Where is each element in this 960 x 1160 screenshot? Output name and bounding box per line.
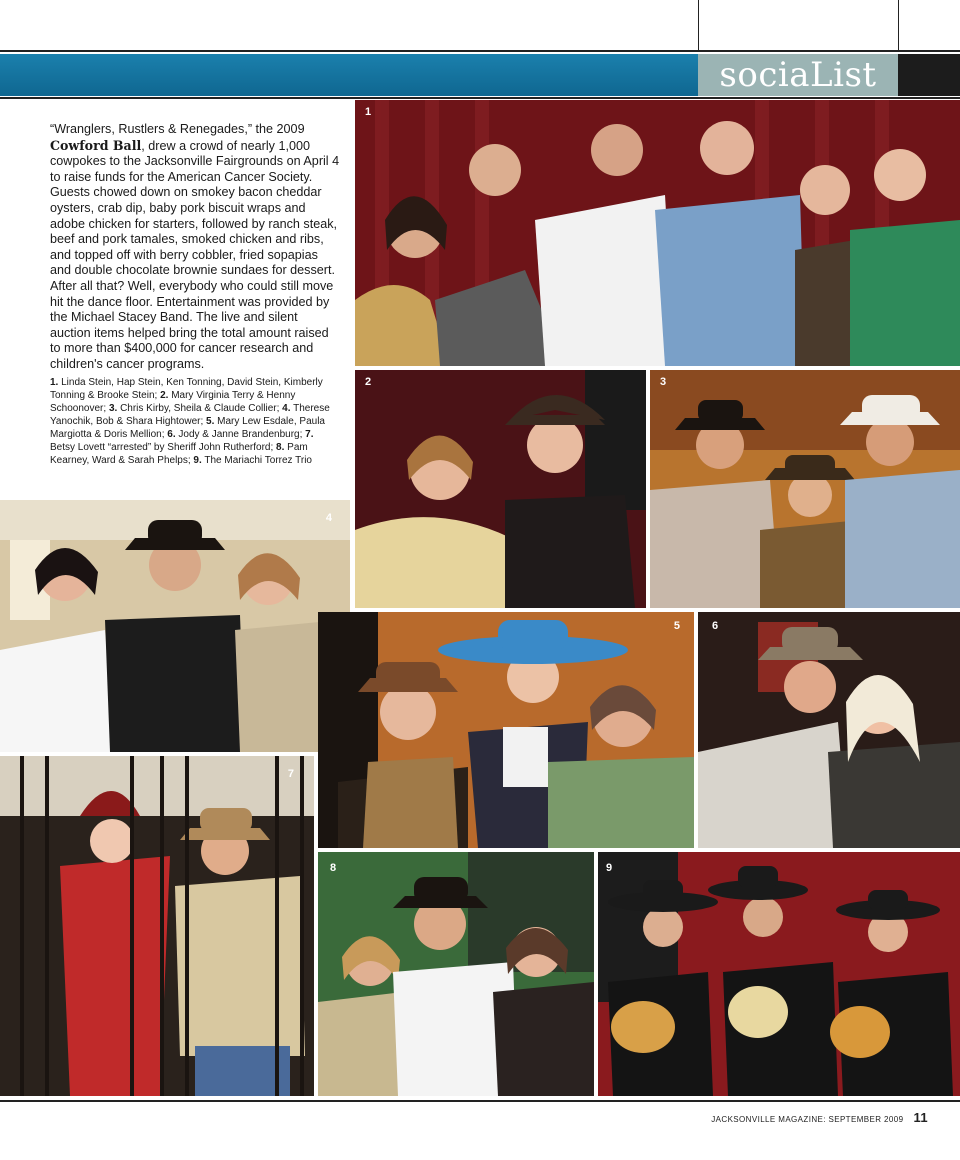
photo-5 [318, 612, 694, 848]
page-footer [711, 1110, 928, 1125]
photo-1 [355, 100, 960, 366]
section-title: sociaList [719, 55, 877, 95]
photo-number: 2 [365, 376, 372, 388]
event-name: Cowford Ball [50, 137, 142, 153]
footer-rule [0, 1100, 960, 1102]
photo-number: 7 [287, 768, 294, 780]
photo-number: 4 [325, 512, 332, 524]
photo-number: 3 [660, 376, 667, 388]
header-bottom-rule [0, 97, 960, 99]
section-dark-band [898, 54, 960, 96]
photo-3 [650, 370, 960, 608]
publication-name: JACKSONVILLE MAGAZINE: SEPTEMBER 2009 [711, 1115, 904, 1124]
photo-9 [598, 852, 960, 1096]
story-text: “Wranglers, Rustlers & Renegades,” the 2009 Cowford Ball, drew a crowd of nearly 1,000 cowpokes to the Jacksonville Fairgrounds on April 4 to raise funds for the American Cancer Society. Guests chowed down on smokey bacon cheddar oysters, crab dip, baby pork biscuit wraps and adobe chicken for starters, followed by ranch steak, beef and pork tamales, smoked chicken and ribs, and topped off with berry cobbler, fried sopapias and double chocolate brownie sundaes for dessert. After all that? Well, everybody who could still move hit the dance floor. Entertainment was provided by the Michael Stacey Band. The live and silent auction items helped bring the total amount raised to more than $400,000 for cancer research and children's cancer programs. [50, 122, 340, 371]
photo-2 [355, 370, 646, 608]
photo-number: 8 [330, 862, 337, 874]
page-number: 11 [913, 1110, 928, 1125]
photo-number: 9 [606, 862, 613, 874]
photo-4 [0, 500, 350, 752]
header-rule [0, 50, 960, 52]
header-divider [898, 0, 899, 50]
photo-8 [318, 852, 594, 1096]
photo-number: 5 [673, 620, 680, 632]
section-title-box [698, 54, 898, 96]
photo-number: 1 [365, 106, 372, 118]
header-divider [698, 0, 699, 50]
photo-number: 6 [712, 620, 719, 632]
photo-captions: 1. Linda Stein, Hap Stein, Ken Tonning, David Stein, Kimberly Tonning & Brooke Stein; 2. Mary Virginia Terry & Henny Schoonover; 3. Chris Kirby, Sheila & Claude Collier; 4. Therese Yanochik, Bob & Shara Hightower; 5. Mary Lew Esdale, Paula Margiotta & Doris Mellion; 6. Jody & Janne Brandenburg; 7. Betsy Lovett “arrested” by Sheriff John Rutherford; 8. Pam Kearney, Ward & Sarah Phelps; 9. The Mariachi Torrez Trio [50, 377, 330, 466]
section-color-band [0, 54, 698, 96]
photo-7 [0, 756, 314, 1096]
photo-6 [698, 612, 960, 848]
